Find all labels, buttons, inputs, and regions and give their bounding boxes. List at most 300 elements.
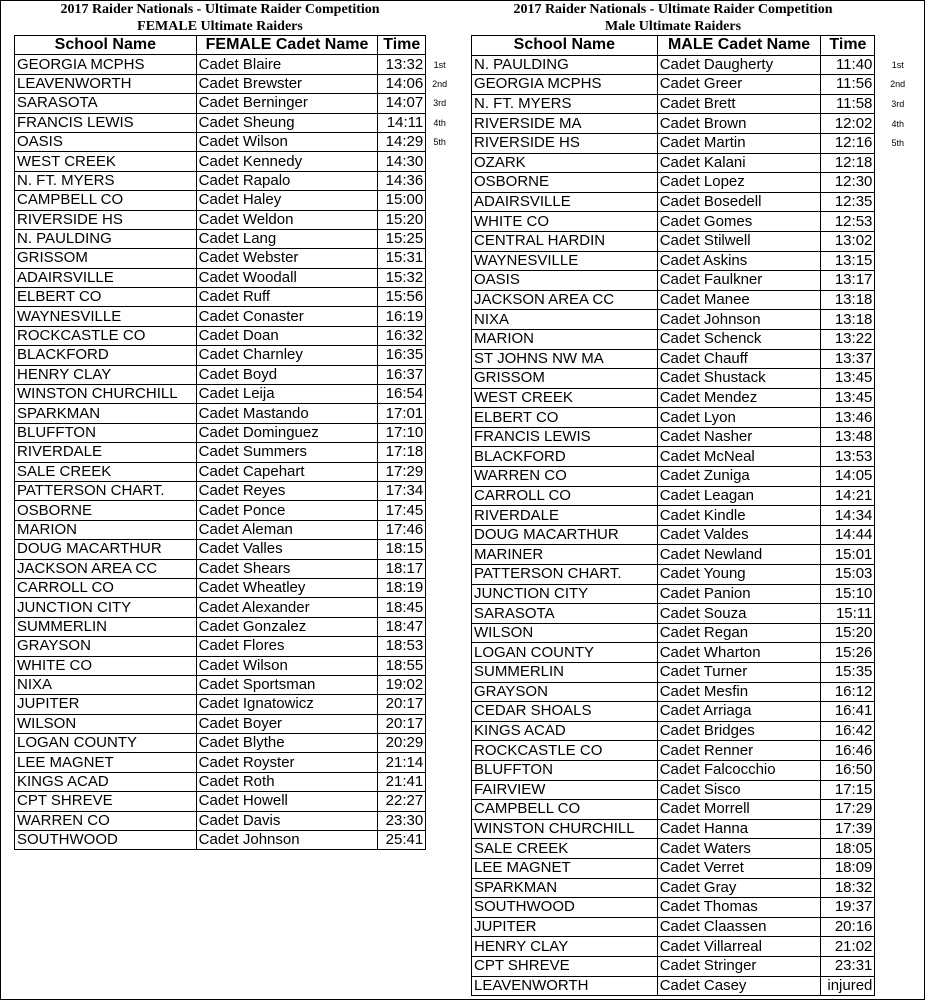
time-cell: 18:32 [821,878,875,898]
table-row [472,917,921,937]
school-cell: SUMMERLIN [472,663,658,683]
school-cell: GRAYSON [472,682,658,702]
time-cell: 12:16 [821,133,875,153]
time-cell: 11:58 [821,94,875,114]
school-cell: PATTERSON CHART. [15,481,197,500]
place-cell [875,663,921,683]
place-cell [875,839,921,859]
table-row [15,617,454,636]
school-cell: BLUFFTON [472,760,658,780]
time-cell: 15:11 [821,604,875,624]
female-header-row [15,36,454,55]
school-cell: RIVERDALE [472,506,658,526]
school-cell: ELBERT CO [472,408,658,428]
school-cell: MARION [15,520,197,539]
time-cell: 16:12 [821,682,875,702]
table-row [472,956,921,976]
school-cell: DOUG MACARTHUR [472,525,658,545]
table-row [472,702,921,722]
place-cell [875,858,921,878]
place-cell [875,329,921,349]
table-row [472,133,921,153]
table-row [472,663,921,683]
table-row [472,114,921,134]
time-cell: 12:53 [821,212,875,232]
table-row [472,290,921,310]
time-cell: 18:05 [821,839,875,859]
cadet-cell: Cadet Wilson [196,656,378,675]
table-row [15,404,454,423]
time-cell: 11:40 [821,55,875,75]
place-cell [426,481,454,500]
school-cell: CARROLL CO [472,486,658,506]
table-row [15,132,454,151]
cadet-cell: Cadet Mendez [657,388,821,408]
school-cell: OASIS [15,132,197,151]
school-cell: BLUFFTON [15,423,197,442]
cadet-cell: Cadet Ponce [196,501,378,520]
time-cell: 20:16 [821,917,875,937]
time-cell: 23:31 [821,956,875,976]
place-cell [875,623,921,643]
cadet-cell: Cadet Bridges [657,721,821,741]
time-cell: 18:19 [378,578,426,597]
table-row [472,427,921,447]
male-place-header [875,36,921,56]
table-row [15,385,454,404]
table-row [472,682,921,702]
cadet-cell: Cadet Haley [196,191,378,210]
place-cell [426,268,454,287]
place-cell [426,792,454,811]
cadet-cell: Cadet Daugherty [657,55,821,75]
table-row [472,55,921,75]
time-cell: 25:41 [378,831,426,850]
cadet-cell: Cadet Martin [657,133,821,153]
school-cell: N. PAULDING [15,229,197,248]
table-row [15,191,454,210]
cadet-cell: Cadet Johnson [657,310,821,330]
time-cell: 16:35 [378,346,426,365]
school-cell: WINSTON CHURCHILL [15,385,197,404]
cadet-cell: Cadet Arriaga [657,702,821,722]
school-cell: SALE CREEK [15,462,197,481]
cadet-cell: Cadet Renner [657,741,821,761]
school-cell: JUPITER [472,917,658,937]
place-cell: 1st [891,59,904,70]
cadet-cell: Cadet Kalani [657,153,821,173]
table-row [472,937,921,957]
school-cell: BLACKFORD [472,447,658,467]
school-cell: ADAIRSVILLE [15,268,197,287]
table-row [472,878,921,898]
cadet-cell: Cadet Conaster [196,307,378,326]
school-cell: RIVERDALE [15,443,197,462]
time-cell: 15:32 [378,268,426,287]
place-cell [875,741,921,761]
cadet-cell: Cadet Ignatowicz [196,695,378,714]
cadet-cell: Cadet Askins [657,251,821,271]
time-cell: 17:01 [378,404,426,423]
table-row [472,839,921,859]
place-cell [426,307,454,326]
place-cell [426,229,454,248]
school-cell: JUNCTION CITY [472,584,658,604]
school-cell: GEORGIA MCPHS [472,75,658,95]
table-row [472,643,921,663]
table-row [15,288,454,307]
cadet-cell: Cadet Webster [196,249,378,268]
school-cell: WAYNESVILLE [15,307,197,326]
cadet-cell: Cadet Dominguez [196,423,378,442]
female-time-header: Time [378,36,426,55]
time-cell: 18:47 [378,617,426,636]
time-cell: 14:44 [821,525,875,545]
place-cell [426,462,454,481]
female-place-header [426,36,454,55]
place-cell [426,191,454,210]
time-cell: 13:22 [821,329,875,349]
table-row [15,578,454,597]
place-cell: 3rd [433,98,447,109]
school-cell: MARION [472,329,658,349]
cadet-cell: Cadet Zuniga [657,467,821,487]
school-cell: CAMPBELL CO [472,800,658,820]
place-cell [875,369,921,389]
time-cell: 14:21 [821,486,875,506]
cadet-cell: Cadet Waters [657,839,821,859]
place-cell: 4th [433,117,446,128]
time-cell: 18:45 [378,598,426,617]
place-cell [426,772,454,791]
cadet-cell: Cadet Kindle [657,506,821,526]
school-cell: RIVERSIDE MA [472,114,658,134]
female-results-body [15,55,454,850]
place-cell [426,288,454,307]
time-cell: 16:42 [821,721,875,741]
table-row [15,637,454,656]
school-cell: SOUTHWOOD [472,898,658,918]
cadet-cell: Cadet Gray [657,878,821,898]
table-row [15,462,454,481]
cadet-cell: Cadet Lyon [657,408,821,428]
time-cell: 13:02 [821,231,875,251]
table-row [472,780,921,800]
place-cell [426,617,454,636]
cadet-cell: Cadet Flores [196,637,378,656]
place-cell [426,346,454,365]
place-cell [875,192,921,212]
place-cell: 2nd [890,79,906,90]
place-cell [426,637,454,656]
place-cell [875,956,921,976]
time-cell: 14:36 [378,171,426,190]
place-cell [875,486,921,506]
cadet-cell: Cadet Hanna [657,819,821,839]
place-cell [875,819,921,839]
cadet-cell: Cadet Greer [657,75,821,95]
time-cell: 23:30 [378,811,426,830]
school-cell: LEE MAGNET [472,858,658,878]
table-row [472,329,921,349]
school-cell: LEAVENWORTH [15,74,197,93]
school-cell: NIXA [15,675,197,694]
table-row [472,467,921,487]
time-cell: 17:46 [378,520,426,539]
time-cell: 14:05 [821,467,875,487]
school-cell: SARASOTA [15,94,197,113]
time-cell: 13:45 [821,369,875,389]
table-row [15,249,454,268]
table-row [472,800,921,820]
time-cell: 13:46 [821,408,875,428]
time-cell: 21:14 [378,753,426,772]
school-cell: CENTRAL HARDIN [472,231,658,251]
time-cell: 13:15 [821,251,875,271]
school-cell: RIVERSIDE HS [15,210,197,229]
place-cell [875,447,921,467]
cadet-cell: Cadet Berninger [196,94,378,113]
cadet-cell: Cadet Mastando [196,404,378,423]
female-school-header: School Name [15,36,197,55]
time-cell: 16:37 [378,365,426,384]
cadet-cell: Cadet Verret [657,858,821,878]
cadet-cell: Cadet Weldon [196,210,378,229]
cadet-cell: Cadet Blythe [196,734,378,753]
place-cell [426,559,454,578]
cadet-cell: Cadet Wheatley [196,578,378,597]
time-cell: 13:17 [821,271,875,291]
school-cell: GRISSOM [472,369,658,389]
school-cell: PATTERSON CHART. [472,565,658,585]
table-row [472,192,921,212]
time-cell: 21:41 [378,772,426,791]
place-cell [875,388,921,408]
school-cell: CARROLL CO [15,578,197,597]
cadet-cell: Cadet Souza [657,604,821,624]
place-cell [875,427,921,447]
school-cell: OASIS [472,271,658,291]
time-cell: 14:34 [821,506,875,526]
school-cell: SOUTHWOOD [15,831,197,850]
place-cell [426,540,454,559]
school-cell: DOUG MACARTHUR [15,540,197,559]
time-cell: 13:18 [821,290,875,310]
place-cell [875,545,921,565]
female-results-table [14,35,454,850]
place-cell [426,210,454,229]
place-cell [426,811,454,830]
school-cell: N. FT. MYERS [15,171,197,190]
time-cell: 13:53 [821,447,875,467]
table-row [472,741,921,761]
cadet-cell: Cadet Royster [196,753,378,772]
time-cell: 16:46 [821,741,875,761]
table-row [472,369,921,389]
cadet-cell: Cadet Sisco [657,780,821,800]
cadet-cell: Cadet Roth [196,772,378,791]
time-cell: 17:45 [378,501,426,520]
place-cell [875,702,921,722]
cadet-cell: Cadet Lopez [657,173,821,193]
time-cell: 13:32 [378,55,426,74]
school-cell: WHITE CO [472,212,658,232]
time-cell: 14:29 [378,132,426,151]
female-cadet-header: FEMALE Cadet Name [196,36,378,55]
cadet-cell: Cadet Gomes [657,212,821,232]
table-row [472,976,921,996]
cadet-cell: Cadet Manee [657,290,821,310]
school-cell: WHITE CO [15,656,197,675]
male-results-panel [471,1,921,996]
table-row [472,565,921,585]
school-cell: WILSON [472,623,658,643]
cadet-cell: Cadet Stringer [657,956,821,976]
time-cell: 15:01 [821,545,875,565]
school-cell: SARASOTA [472,604,658,624]
time-cell: 15:26 [821,643,875,663]
cadet-cell: Cadet Valles [196,540,378,559]
place-cell [426,520,454,539]
time-cell: 17:15 [821,780,875,800]
school-cell: WARREN CO [15,811,197,830]
time-cell: 11:56 [821,75,875,95]
cadet-cell: Cadet Young [657,565,821,585]
time-cell: 20:17 [378,695,426,714]
cadet-cell: Cadet Brewster [196,74,378,93]
table-row [472,858,921,878]
cadet-cell: Cadet Brown [657,114,821,134]
school-cell: N. FT. MYERS [472,94,658,114]
cadet-cell: Cadet Falcocchio [657,760,821,780]
time-cell: 12:02 [821,114,875,134]
time-cell: 22:27 [378,792,426,811]
place-cell: 1st [433,59,446,70]
time-cell: 14:11 [378,113,426,132]
school-cell: CEDAR SHOALS [472,702,658,722]
school-cell: RIVERSIDE HS [472,133,658,153]
cadet-cell: Cadet Boyer [196,714,378,733]
table-row [15,559,454,578]
time-cell: 14:07 [378,94,426,113]
table-row [472,349,921,369]
place-cell [875,506,921,526]
place-cell [426,326,454,345]
place-cell [875,408,921,428]
time-cell: 16:54 [378,385,426,404]
table-row [15,94,454,113]
school-cell: OSBORNE [472,173,658,193]
table-row [472,75,921,95]
cadet-cell: Cadet Sheung [196,113,378,132]
cadet-cell: Cadet Morrell [657,800,821,820]
cadet-cell: Cadet Brett [657,94,821,114]
school-cell: GRAYSON [15,637,197,656]
time-cell: 19:02 [378,675,426,694]
place-cell [875,251,921,271]
table-row [15,540,454,559]
place-cell [875,584,921,604]
time-cell: 18:53 [378,637,426,656]
cadet-cell: Cadet Johnson [196,831,378,850]
table-row [472,623,921,643]
school-cell: WILSON [15,714,197,733]
cadet-cell: Cadet Aleman [196,520,378,539]
table-row [15,481,454,500]
school-cell: HENRY CLAY [15,365,197,384]
table-row [472,604,921,624]
table-row [472,898,921,918]
male-title: 2017 Raider Nationals - Ultimate Raider Competition [513,2,833,17]
table-row [15,675,454,694]
place-cell [875,878,921,898]
table-row [15,734,454,753]
cadet-cell: Cadet Summers [196,443,378,462]
place-cell [426,753,454,772]
cadet-cell: Cadet Chauff [657,349,821,369]
school-cell: LEAVENWORTH [472,976,658,996]
cadet-cell: Cadet Leija [196,385,378,404]
school-cell: WEST CREEK [472,388,658,408]
place-cell [875,898,921,918]
cadet-cell: Cadet Boyd [196,365,378,384]
table-row [472,760,921,780]
time-cell: 15:10 [821,584,875,604]
table-row [472,408,921,428]
time-cell: 17:34 [378,481,426,500]
time-cell: 18:55 [378,656,426,675]
cadet-cell: Cadet Shears [196,559,378,578]
table-row [15,714,454,733]
time-cell: 20:17 [378,714,426,733]
school-cell: JUPITER [15,695,197,714]
place-cell [875,565,921,585]
cadet-cell: Cadet Howell [196,792,378,811]
female-subtitle: FEMALE Ultimate Raiders [137,19,303,34]
place-cell [875,173,921,193]
table-row [472,584,921,604]
place-cell [875,310,921,330]
cadet-cell: Cadet Ruff [196,288,378,307]
table-row [15,74,454,93]
time-cell: 15:56 [378,288,426,307]
school-cell: ROCKCASTLE CO [15,326,197,345]
time-cell: 13:18 [821,310,875,330]
cadet-cell: Cadet Faulkner [657,271,821,291]
time-cell: 17:29 [378,462,426,481]
place-cell [426,656,454,675]
time-cell: 16:32 [378,326,426,345]
cadet-cell: Cadet Davis [196,811,378,830]
table-row [15,326,454,345]
cadet-cell: Cadet Wilson [196,132,378,151]
place-cell [875,800,921,820]
table-row [472,486,921,506]
place-cell [875,976,921,996]
cadet-cell: Cadet McNeal [657,447,821,467]
school-cell: N. PAULDING [472,55,658,75]
cadet-cell: Cadet Turner [657,663,821,683]
place-cell [426,714,454,733]
place-cell: 4th [891,118,904,129]
cadet-cell: Cadet Nasher [657,427,821,447]
place-cell [875,917,921,937]
table-row [472,310,921,330]
time-cell: 13:37 [821,349,875,369]
cadet-cell: Cadet Rapalo [196,171,378,190]
place-cell: 3rd [891,99,905,110]
cadet-cell: Cadet Alexander [196,598,378,617]
